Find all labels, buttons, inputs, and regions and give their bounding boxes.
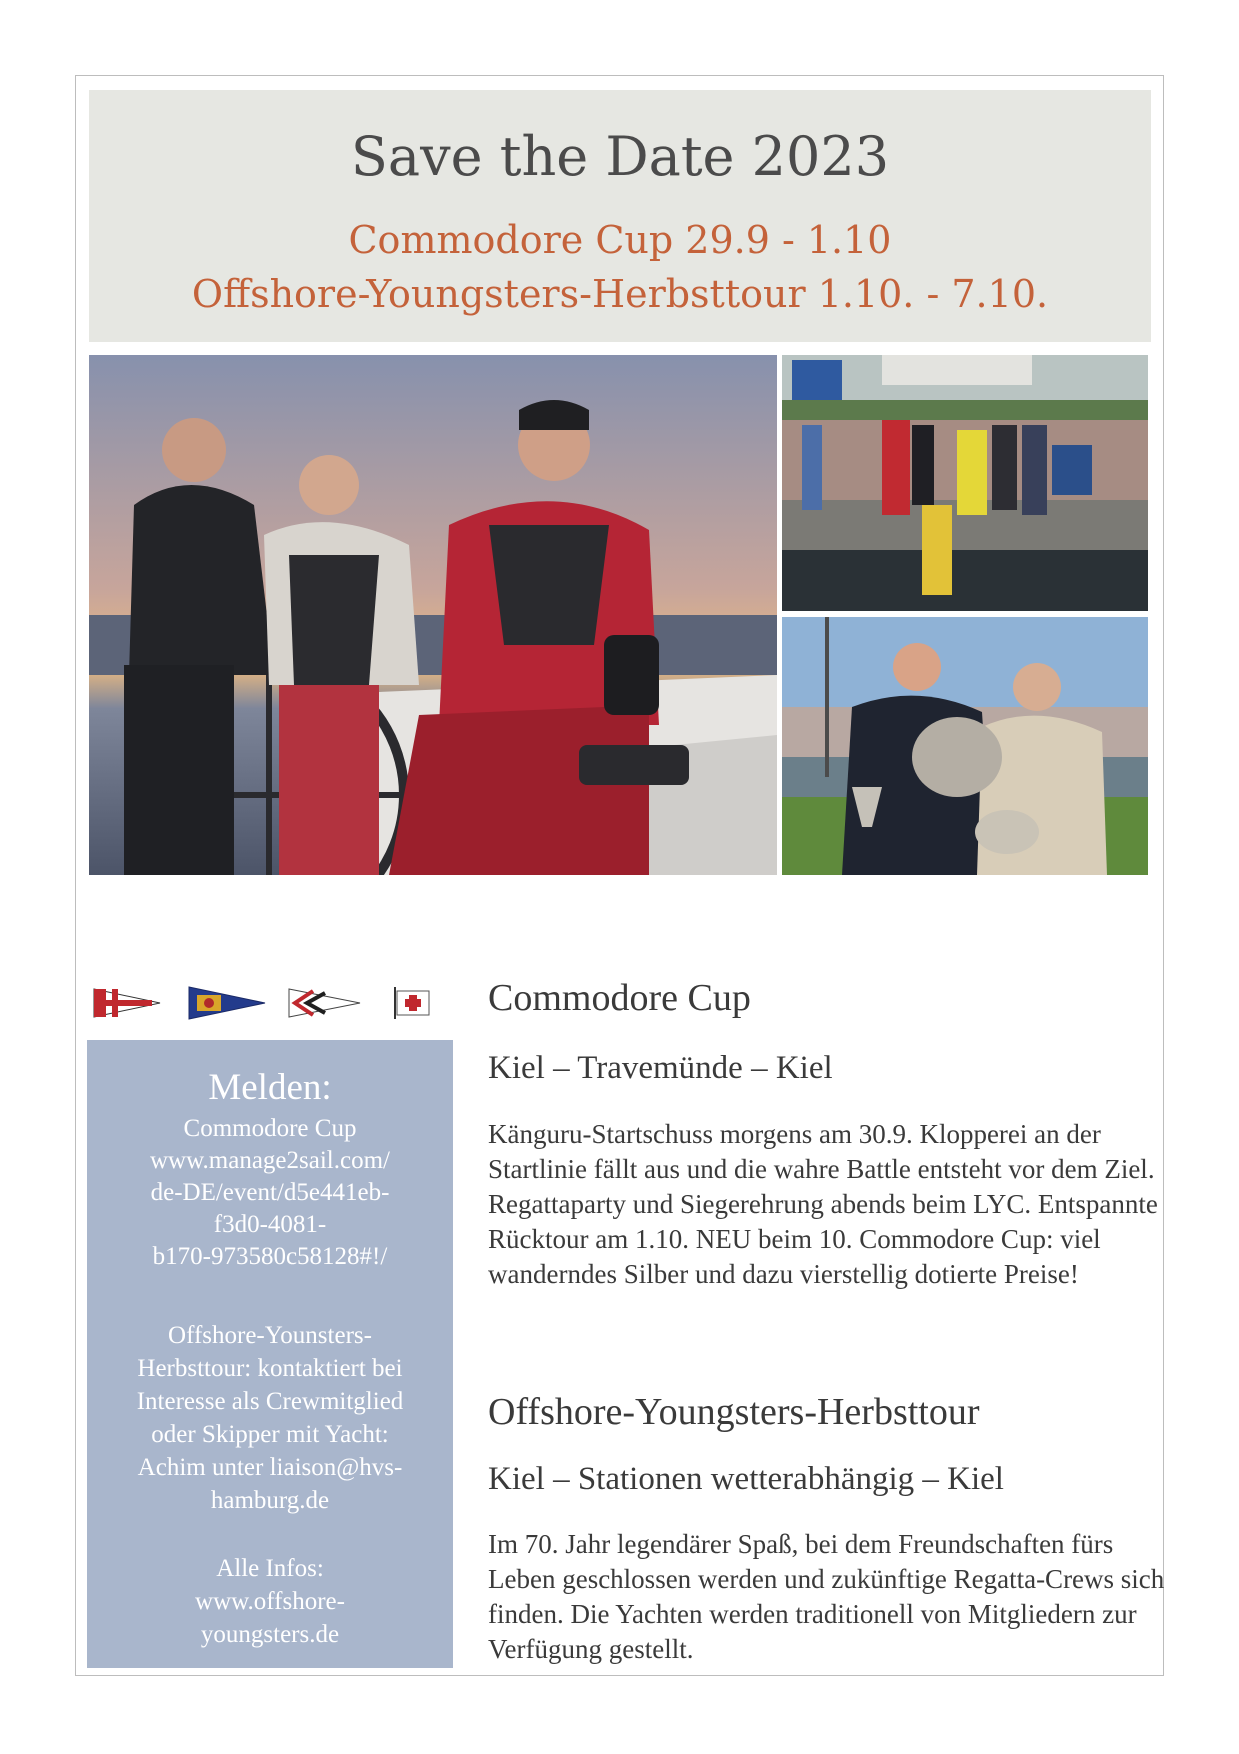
burgee-red-white-chevrons-icon bbox=[287, 985, 362, 1021]
burgee-blue-yellow-lion-icon bbox=[187, 985, 267, 1021]
registration-email-link[interactable]: hamburg.de bbox=[210, 1487, 330, 1514]
trophy-winners-photo bbox=[782, 617, 1148, 875]
sailing-crew-sunset-photo bbox=[89, 355, 777, 875]
burgee-red-white-cross-icon bbox=[92, 985, 162, 1021]
page-title: Save the Date 2023 bbox=[350, 125, 890, 188]
registration-link[interactable]: b170-973580c58128#!/ bbox=[152, 1243, 388, 1270]
subtitle-herbsttour: Offshore-Youngsters-Herbsttour 1.10. - 7.10. bbox=[191, 272, 1049, 316]
registration-link[interactable]: www.manage2sail.com/ bbox=[150, 1147, 390, 1174]
crew-at-harbour-photo bbox=[782, 355, 1148, 611]
registration-line: Interesse als Crewmitglied bbox=[136, 1388, 404, 1415]
website-link[interactable]: youngsters.de bbox=[200, 1621, 340, 1648]
registration-commodore-cup bbox=[87, 1113, 453, 1273]
website-link[interactable]: www.offshore- bbox=[195, 1588, 345, 1615]
section-title-herbsttour: Offshore-Youngsters-Herbsttour bbox=[488, 1391, 980, 1433]
registration-line: Alle Infos: bbox=[216, 1555, 324, 1582]
registration-line: Commodore Cup bbox=[183, 1115, 357, 1142]
registration-line: oder Skipper mit Yacht: bbox=[151, 1421, 389, 1448]
subtitle-commodore-cup: Commodore Cup 29.9 - 1.10 bbox=[348, 218, 892, 262]
section-title-commodore-cup: Commodore Cup bbox=[488, 977, 751, 1019]
route-herbsttour: Kiel – Stationen wetterabhängig – Kiel bbox=[488, 1461, 1004, 1497]
registration-line: Herbsttour: kontaktiert bei bbox=[137, 1355, 403, 1382]
description-commodore-cup: Känguru-Startschuss morgens am 30.9. Klopperei an der Startlinie fällt aus und die wahre Battle entsteht vor dem Ziel. Regattaparty und Siegerehrung abends beim LYC. Entspannte Rücktour am 1.10. NEU beim 10. Commodore Cup: viel wanderndes Silber und dazu vierstellig dotierte Preise! bbox=[488, 1119, 1158, 1289]
registration-info bbox=[87, 1552, 453, 1651]
registration-line: Offshore-Younsters- bbox=[168, 1322, 372, 1349]
description-herbsttour: Im 70. Jahr legendärer Spaß, bei dem Freundschaften fürs Leben geschlossen werden und zukünftige Regatta-Crews sich finden. Die Yachten werden traditionell von Mitgliedern zur Verfügung gestellt. bbox=[488, 1529, 1165, 1664]
club-flags bbox=[92, 985, 442, 1025]
flag-red-cross-small-icon bbox=[392, 985, 434, 1021]
registration-link[interactable]: f3d0-4081- bbox=[213, 1211, 327, 1238]
registration-email-link[interactable]: Achim unter liaison@hvs- bbox=[137, 1454, 403, 1481]
registration-heading: Melden: bbox=[208, 1067, 332, 1108]
registration-link[interactable]: de-DE/event/d5e441eb- bbox=[150, 1179, 390, 1206]
registration-herbsttour bbox=[87, 1319, 453, 1517]
route-commodore-cup: Kiel – Travemünde – Kiel bbox=[488, 1050, 833, 1086]
